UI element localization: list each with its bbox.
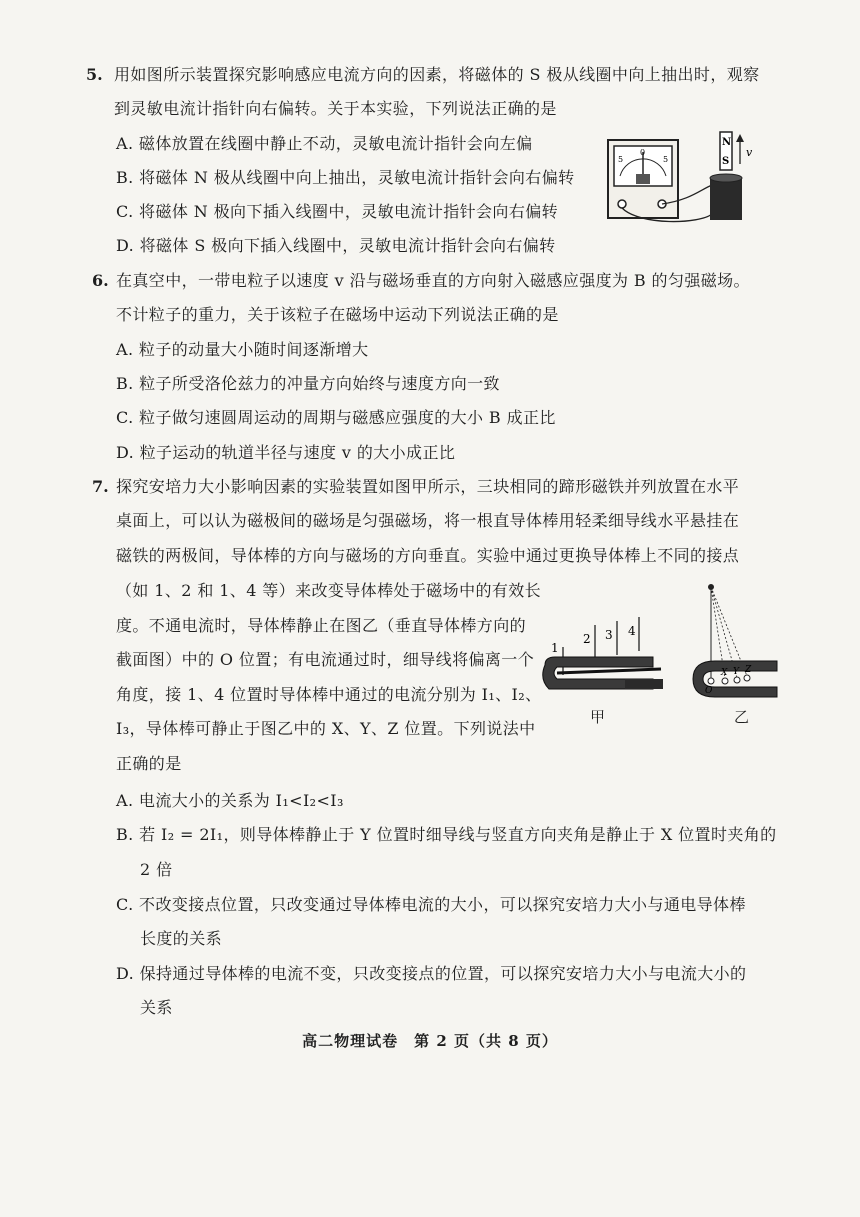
rod-position-o xyxy=(708,678,714,684)
question-5-stem-line-2: 到灵敏电流计指针向右偏转。关于本实验，下列说法正确的是 xyxy=(114,99,557,118)
question-7-stem-line-4: （如 1、2 和 1、4 等）来改变导体棒处于磁场中的有效长 xyxy=(116,581,542,600)
question-7-stem-line-8: I₃，导体棒可静止于图乙中的 X、Y、Z 位置。下列说法中 xyxy=(116,719,536,738)
question-7-option-c: C. 不改变接点位置，只改变通过导体棒电流的大小，可以探究安培力大小与通电导体棒 xyxy=(116,895,746,914)
figure-yi-cross-section xyxy=(685,575,785,705)
magnet-n-label: N xyxy=(722,137,732,148)
magnet-s-label: S xyxy=(722,156,730,167)
rod-position-z xyxy=(744,675,750,681)
magnet-pole-end xyxy=(625,679,663,689)
galvanometer-coil-figure xyxy=(600,130,760,230)
coil-top xyxy=(710,174,742,182)
rod-position-y xyxy=(734,677,740,683)
question-7-stem-line-7: 角度，接 1、4 位置时导体棒中通过的电流分别为 I₁、I₂、 xyxy=(116,685,542,704)
question-7-stem-line-1: 探究安培力大小影响因素的实验装置如图甲所示，三块相同的蹄形磁铁并列放置在水平 xyxy=(116,477,740,496)
scale-left: 5 xyxy=(618,155,624,164)
page-footer: 高二物理试卷 第 2 页（共 8 页） xyxy=(302,1032,558,1050)
question-5-option-d: D. 将磁体 S 极向下插入线圈中，灵敏电流计指针会向右偏转 xyxy=(116,236,556,255)
question-5-stem-line-1: 用如图所示装置探究影响感应电流方向的因素，将磁体的 S 极从线圈中向上抽出时，观察 xyxy=(114,65,760,84)
figure-yi-label: 乙 xyxy=(734,708,750,726)
question-7-option-c-cont: 长度的关系 xyxy=(140,929,223,948)
velocity-label: v xyxy=(746,146,753,159)
question-6-number: 6. xyxy=(92,271,109,290)
question-5-option-b: B. 将磁体 N 极从线圈中向上抽出，灵敏电流计指针会向右偏转 xyxy=(116,168,575,187)
contact-label-1: 1 xyxy=(551,641,559,655)
question-7-stem-line-2: 桌面上，可以认为磁极间的磁场是匀强磁场，将一根直导体棒用轻柔细导线水平悬挂在 xyxy=(116,511,740,530)
question-7-stem-line-9: 正确的是 xyxy=(116,754,182,773)
label-x: X xyxy=(721,668,728,678)
question-6-option-b: B. 粒子所受洛伦兹力的冲量方向始终与速度方向一致 xyxy=(116,374,500,393)
needle-pivot xyxy=(636,174,650,184)
velocity-arrow-head xyxy=(736,134,744,142)
rod-position-x xyxy=(722,678,728,684)
scale-right: 5 xyxy=(663,155,669,164)
contact-label-4: 4 xyxy=(628,624,636,638)
question-6-stem-line-2: 不计粒子的重力，关于该粒子在磁场中运动下列说法正确的是 xyxy=(116,305,559,324)
scale-mid: 0 xyxy=(640,148,646,157)
question-7-option-a: A. 电流大小的关系为 I₁<I₂<I₃ xyxy=(116,791,344,810)
label-o: O xyxy=(705,686,713,696)
contact-label-3: 3 xyxy=(605,628,613,642)
question-5-option-a: A. 磁体放置在线圈中静止不动，灵敏电流计指针会向左偏 xyxy=(116,134,533,153)
question-6-stem-line-1: 在真空中，一带电粒子以速度 v 沿与磁场垂直的方向射入磁感应强度为 B 的匀强磁场。 xyxy=(116,271,750,290)
question-6-option-c: C. 粒子做匀速圆周运动的周期与磁感应强度的大小 B 成正比 xyxy=(116,408,556,427)
question-5-number: 5. xyxy=(86,65,103,84)
question-7-stem-line-6: 截面图）中的 O 位置；有电流通过时，细导线将偏离一个 xyxy=(116,650,535,669)
question-7-number: 7. xyxy=(92,477,109,496)
question-6-option-a: A. 粒子的动量大小随时间逐渐增大 xyxy=(116,340,369,359)
terminal-left xyxy=(618,200,626,208)
question-7-option-d-cont: 关系 xyxy=(140,998,173,1017)
figure-jia-horseshoe-magnets xyxy=(535,585,675,705)
question-6-option-d: D. 粒子运动的轨道半径与速度 v 的大小成正比 xyxy=(116,443,456,462)
contact-label-2: 2 xyxy=(583,632,591,646)
question-7-option-b-cont: 2 倍 xyxy=(140,860,173,879)
coil xyxy=(710,178,742,220)
question-5-option-c: C. 将磁体 N 极向下插入线圈中，灵敏电流计指针会向右偏转 xyxy=(116,202,559,221)
question-7-stem-line-5: 度。不通电流时，导体棒静止在图乙（垂直导体棒方向的 xyxy=(116,616,527,635)
label-y: Y xyxy=(733,667,739,677)
question-7-option-d: D. 保持通过导体棒的电流不变，只改变接点的位置，可以探究安培力大小与电流大小的 xyxy=(116,964,747,983)
figure-jia-label: 甲 xyxy=(590,708,606,726)
question-7-stem-line-3: 磁铁的两极间，导体棒的方向与磁场的方向垂直。实验中通过更换导体棒上不同的接点 xyxy=(116,546,740,565)
label-z: Z xyxy=(745,665,752,675)
question-7-option-b: B. 若 I₂ = 2I₁，则导体棒静止于 Y 位置时细导线与竖直方向夹角是静止于 X 位置时夹角的 xyxy=(116,825,777,844)
conductor-rod xyxy=(557,669,661,673)
